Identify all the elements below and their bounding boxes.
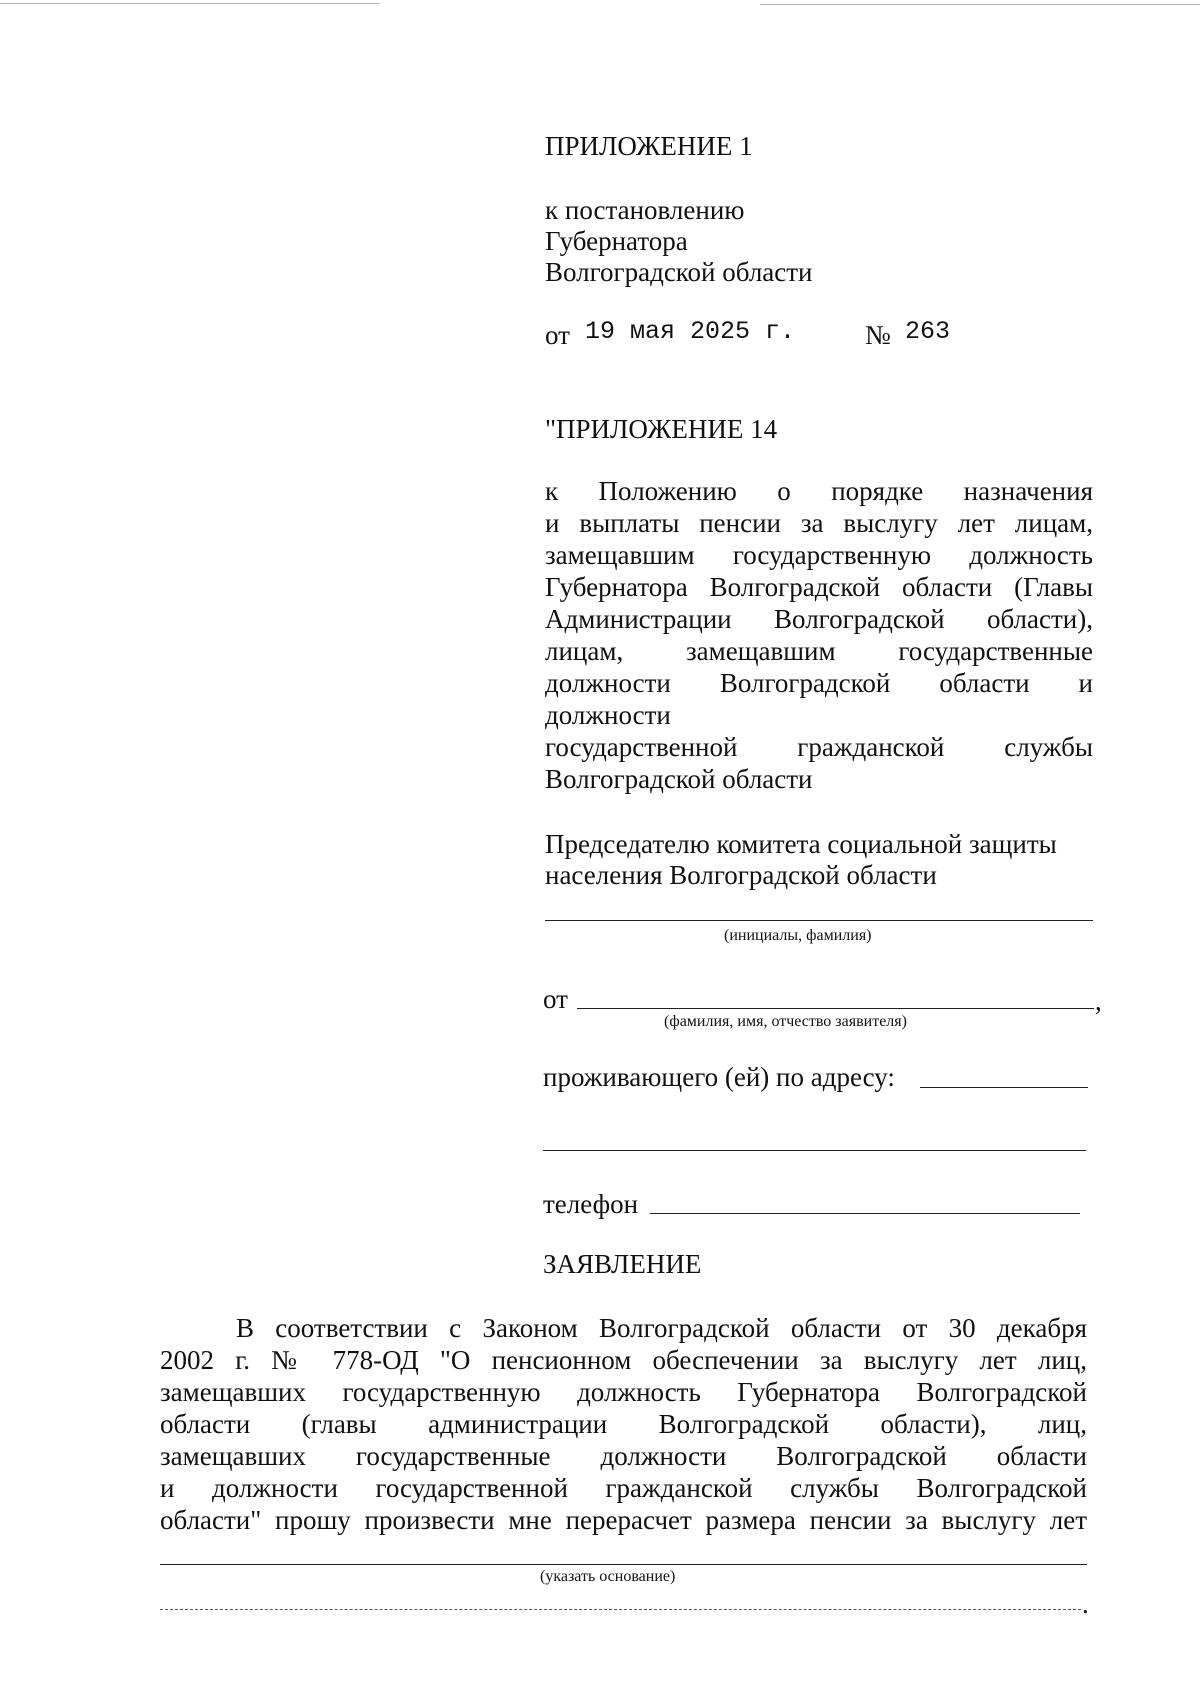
applicant-caption: (фамилия, имя, отчество заявителя) (664, 1013, 907, 1030)
appendix14-line: Администрации Волгоградской области), (545, 604, 1093, 634)
appendix14-line: замещавшим государственную должность (545, 540, 1093, 570)
address-label: проживающего (ей) по адресу: (543, 1062, 895, 1092)
address-field[interactable] (920, 1087, 1088, 1088)
address-field-line-2[interactable] (543, 1150, 1086, 1151)
appendix14-line: к Положению о порядке назначения (545, 476, 1093, 506)
scan-edge-right (760, 4, 1200, 5)
to-resolution-text: к постановлению (545, 195, 745, 225)
initials-field[interactable] (545, 920, 1093, 921)
statement-line: области (главы администрации Волгоградской области), лиц, (160, 1409, 1087, 1439)
from-comma: , (1095, 986, 1102, 1016)
statement-title: ЗАЯВЛЕНИЕ (543, 1249, 702, 1279)
number-value: 263 (905, 317, 951, 346)
basis-field[interactable] (160, 1564, 1087, 1565)
appendix14-line: Волгоградской области (545, 764, 813, 794)
region-text: Волгоградской области (545, 257, 813, 287)
statement-line: замещавших государственные должности Волгоградской области (160, 1441, 1087, 1471)
phone-field[interactable] (650, 1213, 1080, 1214)
initials-caption: (инициалы, фамилия) (724, 927, 872, 944)
appendix14-line: лицам, замещавшим государственные (545, 636, 1093, 666)
addressee-line-1: Председателю комитета социальной защиты (545, 829, 1057, 859)
date-prefix: от (545, 320, 570, 350)
statement-body (160, 1312, 1087, 1536)
appendix14-line: Губернатора Волгоградской области (Главы (545, 572, 1093, 602)
appendix14-title: "ПРИЛОЖЕНИЕ 14 (545, 414, 778, 444)
statement-line: замещавших государственную должность Губернатора Волгоградской (160, 1377, 1087, 1407)
from-label: от (543, 984, 568, 1014)
appendix14-line: государственной гражданской службы (545, 732, 1093, 762)
governor-text: Губернатора (545, 226, 688, 256)
appendix14-line: должности Волгоградской области и должности (545, 668, 1093, 730)
statement-line: и должности государственной гражданской службы Волгоградской (160, 1473, 1087, 1503)
number-sign: № (865, 320, 891, 350)
statement-line: области" прошу произвести мне перерасчет размера пенсии за выслугу лет (160, 1505, 1087, 1535)
statement-line: 2002 г. № 778-ОД "О пенсионном обеспечении за выслугу лет лиц, (160, 1345, 1087, 1375)
end-dot: . (1082, 1589, 1089, 1619)
basis-caption: (указать основание) (540, 1568, 676, 1585)
scan-edge-left (0, 3, 380, 4)
phone-label: телефон (543, 1189, 639, 1219)
appendix-title: ПРИЛОЖЕНИЕ 1 (545, 131, 753, 161)
addressee-line-2: населения Волгоградской области (545, 860, 937, 890)
basis-field-line-2[interactable] (160, 1609, 1081, 1610)
statement-line: В соответствии с Законом Волгоградской области от 30 декабря (236, 1313, 1087, 1343)
appendix14-line: и выплаты пенсии за выслугу лет лицам, (545, 508, 1093, 538)
applicant-name-field[interactable] (577, 1008, 1094, 1009)
appendix14-text (545, 475, 1093, 795)
date-value: 19 мая 2025 г. (585, 317, 796, 346)
